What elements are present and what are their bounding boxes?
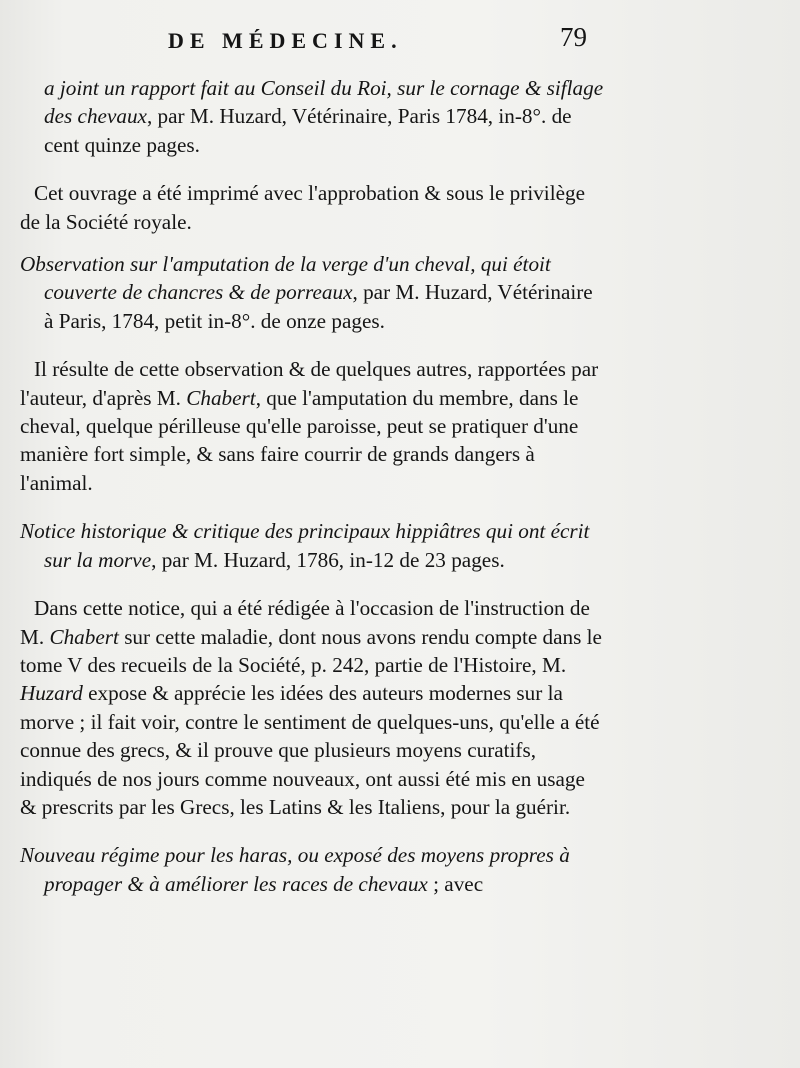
italic-text: Nouveau régime pour les haras, ou exposé des moyens propres à propager & à améliorer les races de chevaux [20,843,570,896]
roman-text: Cet ouvrage a été imprimé avec l'approbation & sous le privilège de la Société royale. [20,181,585,234]
italic-text: Chabert [186,385,256,410]
roman-text: ; avec [427,871,484,896]
paragraph-notice [20,594,606,821]
italic-text: Notice historique & critique des principaux hippiâtres qui ont écrit sur la morve [20,519,590,572]
roman-text: , par M. Huzard, Vétérinaire à Paris, 1784, petit in-8°. de onze pages. [44,280,593,333]
page-number: 79 [560,22,587,52]
roman-text: Il résulte de cette observation & de quelques autres, rapportées par l'auteur, d'après M. [20,357,599,410]
roman-text: , par M. Huzard, Vétérinaire, Paris 1784, in-8°. de cent quinze pages. [44,104,572,157]
entry-observation [20,250,606,335]
roman-text: , que l'amputation du membre, dans le cheval, quelque périlleuse qu'elle paroisse, peut se pratiquer d'une manière fort simple, & sans faire courrir de grands dangers à l'animal. [20,385,579,495]
entry-nouveau-regime [20,841,606,898]
paragraph-approbation [20,179,606,236]
roman-text: expose & apprécie les idées des auteurs modernes sur la morve ; il fait voir, contre le sentiment de quelques-uns, qu'elle a été connue des grecs, & il prouve que plusieurs moyens curatifs, indiqués de nos jours comme nouveaux, ont aussi été mis en usage & prescrits par les Grecs, les Latins & les Italiens, pour la guérir. [20,681,600,819]
paragraph-amputation [20,355,606,497]
page-header [0,22,800,58]
running-head: DE MÉDECINE. [168,28,403,53]
body-text [20,74,606,898]
italic-text: Huzard [20,681,83,706]
roman-text: Dans cette notice, qui a été rédigée à l'occasion de l'instruction de M. [20,596,590,649]
italic-text: a joint un rapport fait au Conseil du Roi, sur le cornage & siflage des chevaux [44,76,604,129]
roman-text: sur cette maladie, dont nous avons rendu compte dans le tome V des recueils de la Société, p. 242, partie de l'Histoire, M. [20,624,602,677]
entry-continuation [20,74,606,159]
italic-text: Chabert [49,624,119,649]
italic-text: Observation sur l'amputation de la verge d'un cheval, qui étoit couverte de chancres & de porreaux [20,252,551,305]
entry-notice-historique [20,517,606,574]
roman-text: , par M. Huzard, 1786, in-12 de 23 pages. [151,547,505,572]
